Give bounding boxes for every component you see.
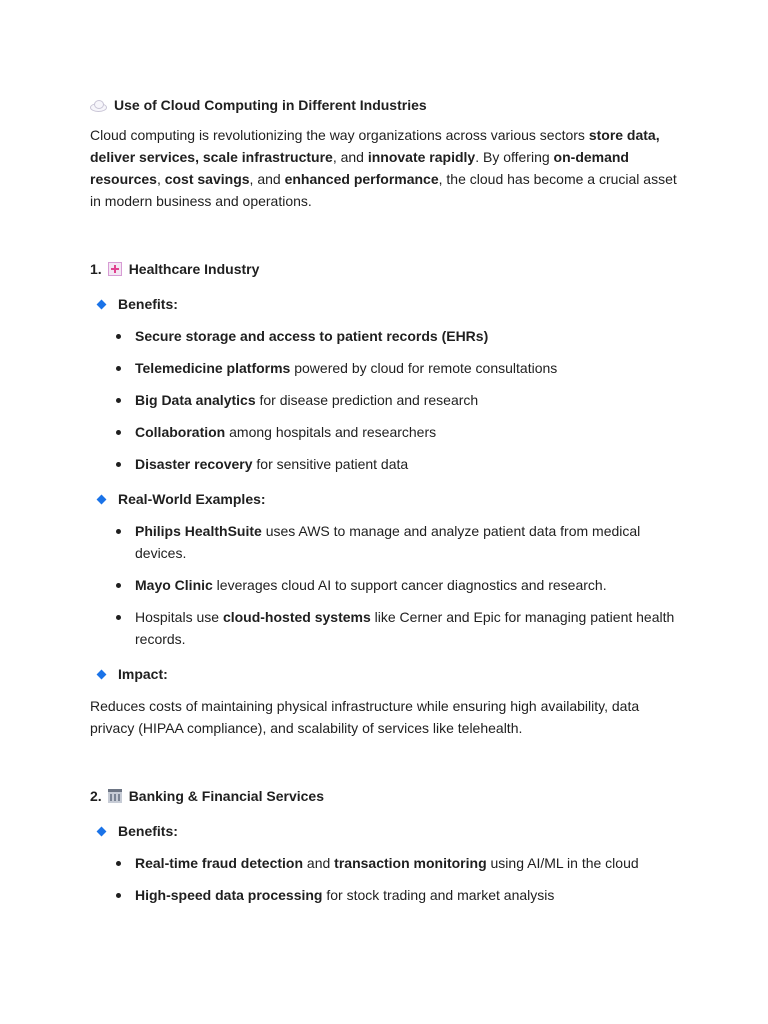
diamond-bullet-icon bbox=[97, 669, 107, 679]
text: Cloud computing is revolutionizing the way organizations across various sectors bbox=[90, 127, 589, 143]
text: like Cerner and Epic for managing patient health records. bbox=[135, 609, 675, 647]
cloud-icon bbox=[90, 100, 106, 110]
benefits-heading: Benefits: bbox=[90, 820, 680, 842]
text: for disease prediction and research bbox=[255, 392, 479, 408]
text: , the cloud has become a crucial asset in modern business and operations. bbox=[90, 171, 677, 209]
document-title bbox=[90, 94, 680, 116]
bank-icon bbox=[108, 789, 122, 803]
list-item bbox=[90, 325, 680, 347]
text: , and bbox=[249, 171, 285, 187]
document-content bbox=[90, 94, 680, 919]
section-number: 2. bbox=[90, 788, 102, 804]
section-heading-banking bbox=[90, 785, 680, 807]
bold-text: transaction monitoring bbox=[334, 855, 487, 871]
text: for stock trading and market analysis bbox=[322, 887, 555, 903]
bold-text: Secure storage and access to patient records (EHRs) bbox=[135, 328, 489, 344]
bold-text: Real-time fraud detection bbox=[135, 855, 304, 871]
bold-text: cloud-hosted systems bbox=[222, 609, 371, 625]
text: among hospitals and researchers bbox=[225, 424, 437, 440]
section-number: 1. bbox=[90, 261, 102, 277]
list-item bbox=[90, 606, 680, 650]
bold-text: Philips HealthSuite bbox=[135, 523, 262, 539]
diamond-bullet-icon bbox=[97, 299, 107, 309]
diamond-bullet-icon bbox=[97, 826, 107, 836]
list-item bbox=[90, 421, 680, 443]
bold-text: High-speed data processing bbox=[135, 887, 323, 903]
examples-list bbox=[90, 520, 680, 650]
impact-paragraph: Reduces costs of maintaining physical infrastructure while ensuring high availability, data privacy (HIPAA compliance), and scalability of services like telehealth. bbox=[90, 698, 640, 736]
bold-text: Mayo Clinic bbox=[135, 577, 213, 593]
text: leverages cloud AI to support cancer diagnostics and research. bbox=[212, 577, 607, 593]
document-title-text: Use of Cloud Computing in Different Industries bbox=[114, 97, 427, 113]
list-item bbox=[90, 389, 680, 411]
list-item bbox=[90, 574, 680, 596]
bold-text: store data, deliver services, scale infrastructure bbox=[90, 127, 660, 165]
bold-text: Telemedicine platforms bbox=[135, 360, 291, 376]
bold-text: Disaster recovery bbox=[135, 456, 253, 472]
text: , and bbox=[332, 149, 368, 165]
list-item bbox=[90, 884, 680, 906]
examples-heading: Real-World Examples: bbox=[90, 488, 680, 510]
section-title: Healthcare Industry bbox=[128, 261, 260, 277]
bold-text: on-demand resources bbox=[90, 149, 629, 187]
list-item bbox=[90, 852, 680, 874]
bold-text: Collaboration bbox=[135, 424, 226, 440]
text: , bbox=[156, 171, 165, 187]
intro-paragraph bbox=[90, 124, 680, 212]
section-heading-healthcare bbox=[90, 258, 680, 280]
list-item bbox=[90, 453, 680, 475]
text: powered by cloud for remote consultations bbox=[290, 360, 558, 376]
bold-text: cost savings bbox=[164, 171, 250, 187]
list-item bbox=[90, 357, 680, 379]
list-item bbox=[90, 520, 680, 564]
text: uses AWS to manage and analyze patient data from medical devices. bbox=[135, 523, 641, 561]
benefits-list bbox=[90, 325, 680, 475]
benefits-heading: Benefits: bbox=[90, 293, 680, 315]
text: using AI/ML in the cloud bbox=[486, 855, 639, 871]
diamond-bullet-icon bbox=[97, 494, 107, 504]
bold-text: innovate rapidly bbox=[367, 149, 476, 165]
section-title: Banking & Financial Services bbox=[128, 788, 324, 804]
hospital-icon bbox=[108, 262, 122, 276]
bold-text: Big Data analytics bbox=[135, 392, 256, 408]
text: and bbox=[303, 855, 335, 871]
text: . By offering bbox=[475, 149, 554, 165]
impact-heading: Impact: bbox=[90, 663, 680, 685]
benefits-list bbox=[90, 852, 680, 906]
text: for sensitive patient data bbox=[252, 456, 409, 472]
bold-text: enhanced performance bbox=[284, 171, 439, 187]
text: Hospitals use bbox=[135, 609, 223, 625]
